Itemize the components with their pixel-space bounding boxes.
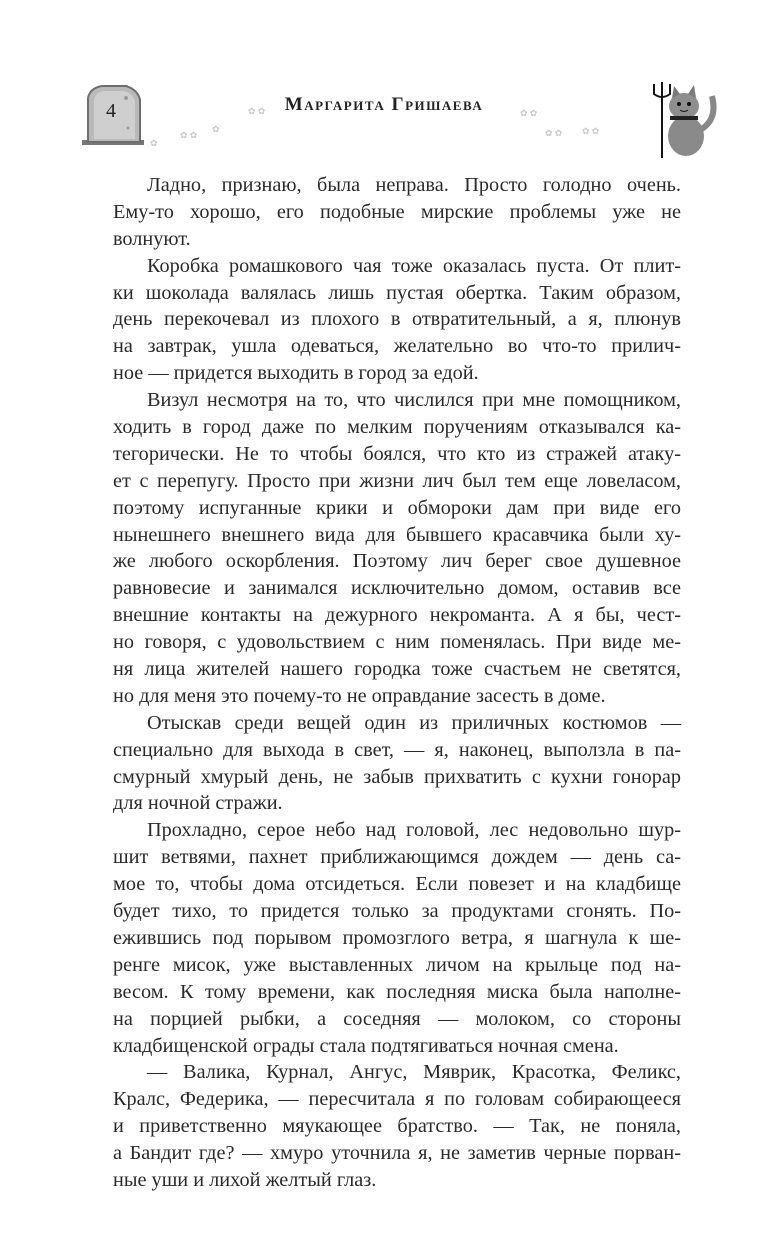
text-line: внешние контакты на дежурного некроманта. А я бы, чест-	[113, 604, 681, 627]
text-line: ки шоколада валялась лишь пустая обертка. Таким образом,	[113, 281, 681, 304]
text-line: и приветственно мяукающее братство. — Так, не поняла,	[113, 1115, 681, 1138]
text-line: Коробка ромашкового чая тоже оказалась пуста. От плит-	[147, 254, 681, 277]
text-line: ежившись под порывом промозглого ветра, я шагнула к ше-	[113, 926, 681, 949]
text-line: будет тихо, то придется только за продуктами сгонять. По-	[113, 900, 681, 923]
text-line: Кралс, Федерика, — пересчитала я по головам собирающееся	[113, 1088, 681, 1111]
paw-print-icon: ✿ ✿	[582, 126, 600, 136]
text-line: на завтрак, ушла одеваться, желательно во что-то прилич-	[113, 335, 681, 358]
devil-cat-illustration	[648, 80, 720, 158]
text-line: ные уши и лихой желтый глаз.	[113, 1168, 377, 1191]
text-line: но для меня это почему-то не оправдание засесть в доме.	[113, 684, 606, 707]
text-line: но говоря, с удовольствием с ним поменялась. При виде ме-	[113, 631, 681, 654]
paw-print-icon: ✿ ✿	[180, 130, 198, 140]
paw-print-icon: ✿ ✿	[248, 106, 266, 116]
paragraph	[113, 172, 681, 253]
paw-print-icon: ✿ ✿	[545, 128, 563, 138]
running-head-author: Маргарита Гришаева	[284, 94, 484, 115]
text-line: поэтому испуганные крики и обмороки дам при виде его	[113, 496, 681, 519]
text-line: весом. К тому времени, как последняя миска была наполне-	[113, 980, 681, 1003]
text-line: мое то, чтобы дома отсидеться. Если повезет и на кладбище	[113, 873, 681, 896]
text-line: волнуют.	[113, 227, 191, 250]
text-line: кладбищенской ограды стала подтягиваться ночная смена.	[113, 1034, 619, 1057]
text-line: а Бандит где? — хмуро уточнила я, не заметив черные порван-	[113, 1142, 681, 1165]
text-line: ное — придется выходить в город за едой.	[113, 362, 479, 385]
text-line: день перекочевал из плохого в отвратительный, а я, плюнув	[113, 308, 681, 331]
text-line: Визул несмотря на то, что числился при мне помощником,	[147, 389, 681, 412]
text-line: ня лица жителей нашего городка тоже счастьем не светятся,	[113, 658, 681, 681]
body-text	[113, 172, 681, 1194]
paragraph	[113, 710, 681, 818]
text-line: равновесие и занимался исключительно домом, оставив все	[113, 577, 681, 600]
text-line: на порцией рыбки, а соседняя — молоком, со стороны	[113, 1007, 681, 1030]
text-line: Ладно, признаю, была неправа. Просто голодно очень.	[147, 174, 681, 196]
text-line: специально для выхода в свет, — я, наконец, выползла в па-	[113, 738, 681, 761]
paragraph	[113, 387, 681, 710]
page-number: 4	[106, 100, 116, 122]
text-line: Ему-то хорошо, его подобные мирские проблемы уже не	[113, 200, 681, 223]
paragraph	[113, 1059, 681, 1193]
paw-print-icon: ✿	[150, 138, 158, 148]
text-line: тегорически. Не то чтобы боялся, что кто из стражей атаку-	[113, 442, 681, 465]
text-line: Отыскав среди вещей один из приличных костюмов —	[147, 711, 681, 734]
text-line: ходить в город даже по мелким поручениям отказывался ка-	[113, 416, 681, 439]
text-line: шит ветвями, пахнет приближающимся дождем — день са-	[113, 846, 681, 869]
text-line: смурный хмурый день, не забыв прихватить с кухни гонорар	[113, 765, 681, 788]
text-line: — Валика, Курнал, Ангус, Мяврик, Красотка, Феликс,	[147, 1061, 681, 1084]
paw-print-icon: ✿	[212, 124, 220, 134]
text-line: Прохладно, серое небо над головой, лес недовольно шур-	[147, 819, 681, 842]
text-line: ет с перепугу. Просто при жизни лич был тем еще ловеласом,	[113, 469, 681, 492]
paragraph	[113, 253, 681, 387]
text-line: для ночной стражи.	[113, 792, 283, 815]
text-line: ренге мисок, уже выставленных личом на крыльце под на-	[113, 953, 681, 976]
paw-print-icon: ✿ ✿	[520, 108, 538, 118]
text-line: же любого оскорбления. Поэтому лич берег свое душевное	[113, 550, 681, 573]
text-line: нынешнего внешнего вида для бывшего красавчика были ху-	[113, 523, 681, 546]
paragraph	[113, 817, 681, 1059]
